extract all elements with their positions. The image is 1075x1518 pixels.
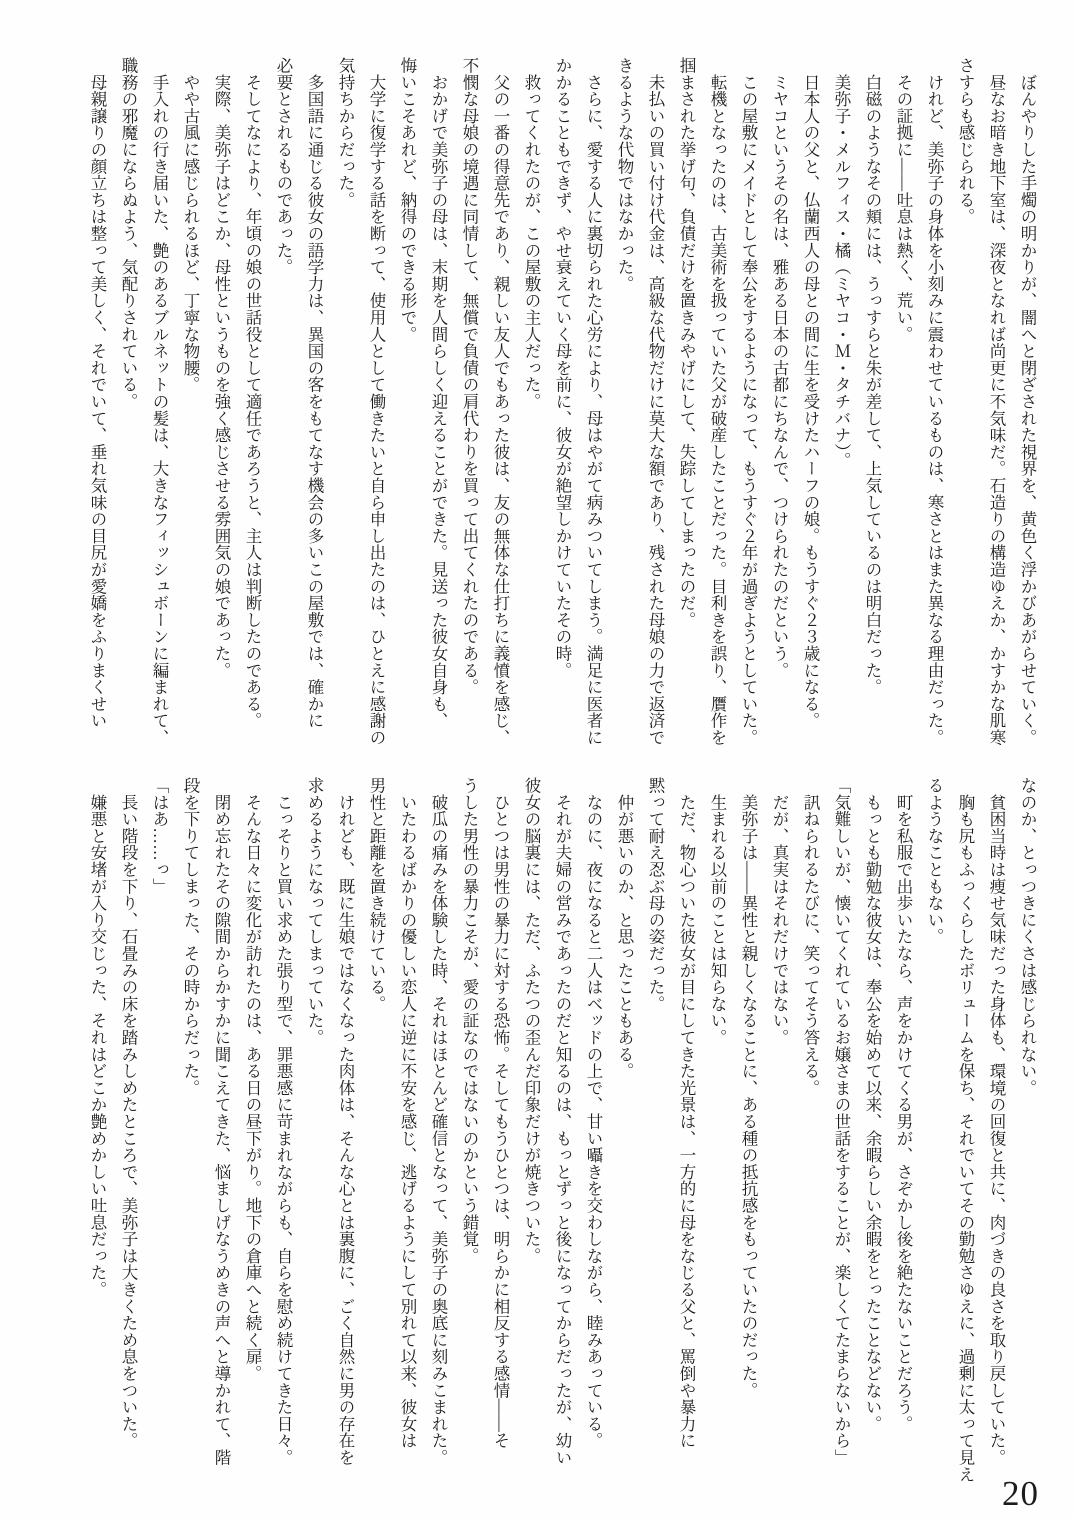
- text-line: 救ってくれたのが、この屋敷の主人だった。: [522, 57, 541, 410]
- text-line: 男性と距離を置き続けている。: [367, 777, 386, 1013]
- text-line: 必要とされるものであった。: [274, 57, 293, 276]
- text-line: 美弥子・メルフィス・橘（ミヤコ・Ｍ・タチバナ）。: [832, 57, 851, 469]
- text-line: いたわるばかりの優しい恋人に逆に不安を感じ、逃げるようにして別れて以来、彼女は: [398, 777, 417, 1449]
- text-line: 大学に復学する話を断って、使用人として働きたいと自ら申し出たのは、ひとえに感謝の: [367, 57, 386, 746]
- text-line: 閉め忘れたその隙間からかすかに聞こえてきた、悩ましげなうめきの声へと導かれて、階: [212, 777, 231, 1466]
- text-line: 実際、美弥子はどこか、母性というものを強く感じさせる雰囲気の娘であった。: [212, 57, 231, 679]
- text-line: ぼんやりした手燭の明かりが、闇へと閉ざされた視界を、黄色く浮かびあがらせていく。: [1018, 57, 1037, 746]
- text-line: 黙って耐え忍ぶ母の姿だった。: [646, 777, 665, 1013]
- text-line: さらに、愛する人に裏切られた心労により、母はやがて病みついてしまう。満足に医者に: [584, 57, 603, 746]
- text-block-lower: [82, 777, 1043, 1483]
- text-line: 白磁のようなその頬には、うっすらと朱が差して、上気しているのは明白だった。: [863, 57, 882, 696]
- text-line: ひとつは男性の暴力に対する恐怖。そしてもうひとつは、明らかに相反する感情――そ: [491, 777, 510, 1449]
- text-line: 訊ねられるたびに、笑ってそう答える。: [801, 777, 820, 1097]
- text-line: 転機となったのは、古美術を扱っていた父が破産したことだった。目利きを誤り、贋作を: [708, 57, 727, 746]
- text-line: 段を下りてしまった、その時からだった。: [181, 777, 200, 1097]
- text-line: こっそりと買い求めた張り型で、罪悪感に苛まれながらも、自らを慰め続けてきた日々。: [274, 777, 293, 1466]
- text-line: 父の一番の得意先であり、親しい友人でもあった彼は、友の無体な仕打ちに義憤を感じ、: [491, 57, 510, 746]
- text-line: 仲が悪いのか、と思ったこともある。: [615, 777, 634, 1080]
- text-line: この屋敷にメイドとして奉公をするようになって、もうすぐ２年が過ぎようとしていた。: [739, 57, 758, 746]
- text-block-upper: [82, 57, 1043, 749]
- text-line: けれども、既に生娘ではなくなった肉体は、そんな心とは裏腹に、ごく自然に男の存在を: [336, 777, 355, 1466]
- text-line: ミヤコというその名は、雅ある日本の古都にちなんで、つけられたのだという。: [770, 57, 789, 679]
- text-line: るようなこともない。: [925, 777, 944, 945]
- text-line: そしてなにより、年頃の娘の世話役として適任であろうと、主人は判断したのである。: [243, 57, 262, 729]
- text-line: なのに、夜になると二人はベッドの上で、甘い囁きを交わしながら、睦みあっている。: [584, 777, 603, 1449]
- text-line: 「はあ……っ」: [150, 777, 169, 895]
- text-line: 日本人の父と、仏蘭西人の母との間に生を受けたハーフの娘。もうすぐ２３歳になる。: [801, 57, 820, 729]
- text-line: きるような代物ではなかった。: [615, 57, 634, 293]
- text-line: 未払いの買い付け代金は、高級な代物だけに莫大な額であり、残された母娘の力で返済で: [646, 57, 665, 746]
- text-line: 胸も尻もふっくらしたボリュームを保ち、それでいてその勤勉さゆえに、過剰に太って見え: [956, 777, 975, 1483]
- text-line: 母親譲りの顔立ちは整って美しく、それでいて、垂れ気味の目尻が愛嬌をふりまくせい: [88, 57, 107, 729]
- text-line: ただ、物心ついた彼女が目にしてきた光景は、一方的に母をなじる父と、罵倒や暴力に: [677, 777, 696, 1449]
- text-line: 職務の邪魔にならぬよう、気配りされている。: [119, 57, 138, 410]
- text-line: さすらも感じられる。: [956, 57, 975, 225]
- text-line: けれど、美弥子の身体を小刻みに震わせているものは、寒さとはまた異なる理由だった。: [925, 57, 944, 746]
- text-line: 彼女の脳裏には、ただ、ふたつの歪んだ印象だけが焼きついた。: [522, 777, 541, 1265]
- text-line: 不憫な母娘の境遇に同情して、無償で負債の肩代わりを買って出てくれたのである。: [460, 57, 479, 696]
- text-line: かかることもできず、やせ衰えていく母を前に、彼女が絶望しかけていたその時。: [553, 57, 572, 679]
- text-line: そんな日々に変化が訪れたのは、ある日の昼下がり。地下の倉庫へと続く扉。: [243, 777, 262, 1382]
- text-line: 美弥子は――異性と親しくなることに、ある種の抵抗感をもっていたのだった。: [739, 777, 758, 1399]
- text-line: うした男性の暴力こそが、愛の証なのではないのかという錯覚。: [460, 777, 479, 1265]
- text-line: 求めるようになってしまっていた。: [305, 777, 324, 1046]
- text-line: 長い階段を下り、石畳みの床を踏みしめたところで、美弥子は大きくため息をついた。: [119, 777, 138, 1449]
- text-line: なのか、とっつきにくさは感じられない。: [1018, 777, 1037, 1097]
- text-line: おかげで美弥子の母は、末期を人間らしく迎えることができた。見送った彼女自身も、: [429, 57, 448, 729]
- text-line: 掴まされた挙げ句、負債だけを置きみやげにして、失踪してしまったのだ。: [677, 57, 696, 629]
- text-line: 生まれる以前のことは知らない。: [708, 777, 727, 1046]
- text-line: 嫌悪と安堵が入り交じった、それはどこか艶めかしい吐息だった。: [88, 777, 107, 1298]
- text-line: もっとも勤勉な彼女は、奉公を始めて以来、余暇らしい余暇をとったことなどない。: [863, 777, 882, 1433]
- text-line: その証拠に――吐息は熱く、荒い。: [894, 57, 913, 343]
- text-line: 貧困当時は痩せ気味だった身体も、環境の回復と共に、肉づきの良さを取り戻していた。: [987, 777, 1006, 1466]
- text-line: 気持ちからだった。: [336, 57, 355, 209]
- text-line: 「気難しいが、懐いてくれているお嬢さまの世話をすることが、楽しくてたまらないから」: [832, 777, 851, 1466]
- text-line: 悔いこそあれど、納得のできる形で。: [398, 57, 417, 343]
- text-line: 破瓜の痛みを体験した時、それはほとんど確信となって、美弥子の奥底に刻みこまれた。: [429, 777, 448, 1466]
- text-line: 手入れの行き届いた、艶のあるブルネットの髪は、大きなフィッシュボーンに編まれて、: [150, 57, 169, 746]
- text-line: 昼なお暗き地下室は、深夜となれば尚更に不気味だ。石造りの構造ゆえか、かすかな肌寒: [987, 57, 1006, 746]
- page-number: 20: [1002, 1474, 1039, 1513]
- text-line: だが、真実はそれだけではない。: [770, 777, 789, 1046]
- text-line: それが夫婦の営みであったのだと知るのは、もっとずっと後になってからだったが、幼い: [553, 777, 572, 1466]
- text-line: やや古風に感じられるほど、丁寧な物腰。: [181, 57, 200, 393]
- text-line: 町を私服で出歩いたなら、声をかけてくる男が、さぞかし後を絶たないことだろう。: [894, 777, 913, 1433]
- text-line: 多国語に通じる彼女の語学力は、異国の客をもてなす機会の多いこの屋敷では、確かに: [305, 57, 324, 729]
